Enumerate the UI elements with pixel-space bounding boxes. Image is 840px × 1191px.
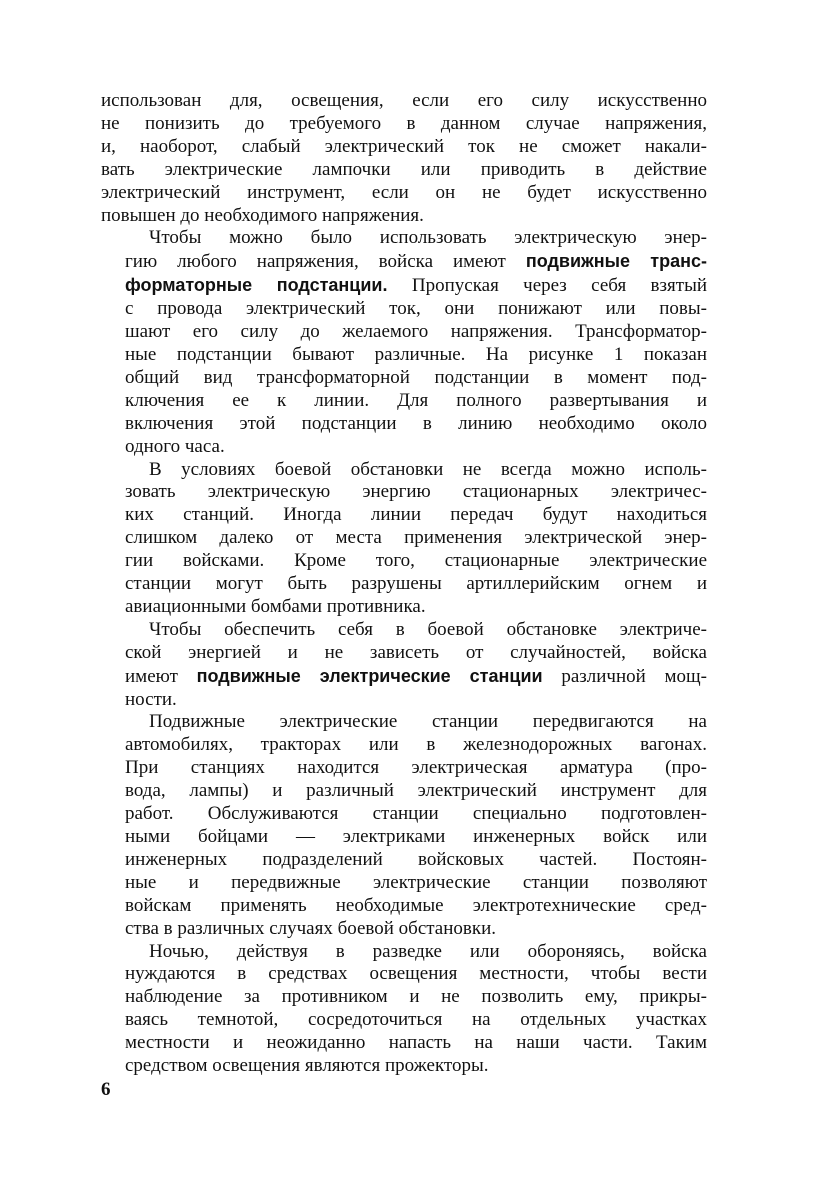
text-line [101, 90, 707, 113]
text-line [101, 227, 707, 250]
text-run: нуждаются в средствах освещения местности, чтобы вести [125, 963, 707, 985]
text-run: зовать электрическую энергию стационарных электричес- [125, 481, 707, 503]
page-number: 6 [101, 1079, 111, 1100]
text-run: не понизить до требуемого в данном случае напряжения, [101, 112, 707, 134]
text-line [101, 527, 707, 550]
text-run: Чтобы обеспечить себя в боевой обстановке электриче- [149, 618, 707, 640]
text-run: включения этой подстанции в линию необходимо около [125, 412, 707, 434]
text-line [101, 136, 707, 159]
text-line [101, 298, 707, 321]
text-line [101, 550, 707, 573]
text-run: гии войсками. Кроме того, стационарные электрические [125, 550, 707, 572]
text-line [101, 481, 707, 504]
text-run: При станциях находится электрическая арматура (про- [125, 757, 707, 779]
paragraph [101, 227, 707, 458]
text-run: авиационными бомбами противника. [125, 595, 426, 617]
text-line [101, 390, 707, 413]
text-run: ства в различных случаях боевой обстановки. [125, 917, 497, 939]
text-run: Чтобы можно было использовать электрическую энер- [149, 227, 707, 249]
text-run: ваясь темнотой, сосредоточиться на отдельных участках [125, 1009, 707, 1031]
text-line [101, 689, 707, 712]
text-line [101, 413, 707, 436]
text-line [101, 344, 707, 367]
text-run: станции могут быть разрушены артиллерийским огнем и [125, 573, 707, 595]
paragraph [101, 619, 707, 712]
text-run: электрический инструмент, если он не будет искусственно [101, 181, 707, 203]
text-run: с провода электрический ток, они понижают или повы- [125, 298, 707, 320]
text-run: имеют [125, 665, 197, 687]
text-run: ких станций. Иногда линии передач будут находиться [125, 504, 707, 526]
text-line [101, 941, 707, 964]
paragraph [101, 711, 707, 940]
text-run: автомобилях, тракторах или в железнодорожных вагонах. [125, 734, 707, 756]
text-line [101, 596, 707, 619]
text-run: ской энергией и не зависеть от случайностей, войска [125, 641, 707, 663]
text-line [101, 642, 707, 665]
text-line [101, 504, 707, 527]
text-line [101, 619, 707, 642]
text-line [101, 734, 707, 757]
text-line [101, 205, 707, 228]
text-line [101, 918, 707, 941]
text-line [101, 849, 707, 872]
text-line [101, 159, 707, 182]
text-run: Ночью, действуя в разведке или обороняясь, войска [149, 940, 707, 962]
text-line [101, 963, 707, 986]
text-line [101, 780, 707, 803]
text-line [101, 573, 707, 596]
text-run: различной мощ- [542, 665, 708, 687]
text-line [101, 182, 707, 205]
text-run: и, наоборот, слабый электрический ток не сможет накали- [101, 135, 707, 157]
text-line [101, 459, 707, 482]
text-run: ности. [125, 688, 177, 710]
text-line [101, 436, 707, 459]
text-line [101, 895, 707, 918]
paragraph [101, 90, 707, 227]
text-line [101, 321, 707, 344]
text-run: использован для, освещения, если его силу искусственно [101, 90, 707, 111]
text-line [101, 665, 707, 689]
text-run: повышен до необходимого напряжения. [101, 204, 424, 226]
text-run: слишком далеко от места применения электрической энер- [125, 527, 707, 549]
text-run: вать электрические лампочки или приводить в действие [101, 158, 707, 180]
bold-term: подвижные транс- [525, 251, 708, 272]
text-run: Пропуская через себя взятый [387, 275, 707, 297]
text-run: гию любого напряжения, войска имеют [125, 251, 526, 273]
text-run: ными бойцами — электриками инженерных войск или [125, 826, 707, 847]
text-line [101, 711, 707, 734]
paragraph [101, 941, 707, 1078]
text-line [101, 113, 707, 136]
text-run: шают его силу до желаемого напряжения. Трансформатор- [125, 321, 707, 343]
text-run: средством освещения являются прожекторы. [125, 1055, 489, 1077]
text-line [101, 986, 707, 1009]
text-run: работ. Обслуживаются станции специально подготовлен- [125, 803, 707, 825]
text-run: местности и неожиданно напасть на наши части. Таким [125, 1032, 707, 1054]
text-line [101, 367, 707, 390]
text-line [101, 826, 707, 849]
text-run: одного часа. [125, 435, 225, 457]
text-line [101, 274, 707, 298]
text-line [101, 1032, 707, 1055]
text-run: вода, лампы) и различный электрический инструмент для [125, 780, 707, 802]
text-run: ключения ее к линии. Для полного развертывания и [125, 389, 707, 411]
text-run: ные подстанции бывают различные. На рисунке 1 показан [125, 343, 707, 365]
text-run: ные и передвижные электрические станции позволяют [125, 871, 707, 893]
text-run: наблюдение за противником и не позволить ему, прикры- [125, 986, 707, 1008]
text-line [101, 250, 707, 274]
bold-term: форматорные подстанции. [125, 275, 388, 296]
text-run: инженерных подразделений войсковых частей. Постоян- [125, 848, 707, 870]
text-run: общий вид трансформаторной подстанции в момент под- [125, 366, 707, 388]
page-body [101, 90, 707, 1078]
text-line [101, 1009, 707, 1032]
text-run: войскам применять необходимые электротехнические сред- [125, 894, 707, 916]
text-run: Подвижные электрические станции передвигаются на [149, 711, 707, 733]
text-line [101, 803, 707, 826]
text-line [101, 757, 707, 780]
paragraph [101, 459, 707, 619]
text-line [101, 872, 707, 895]
text-line [101, 1055, 707, 1078]
text-run: В условиях боевой обстановки не всегда можно исполь- [149, 458, 707, 480]
bold-term: подвижные электрические станции [196, 665, 543, 686]
